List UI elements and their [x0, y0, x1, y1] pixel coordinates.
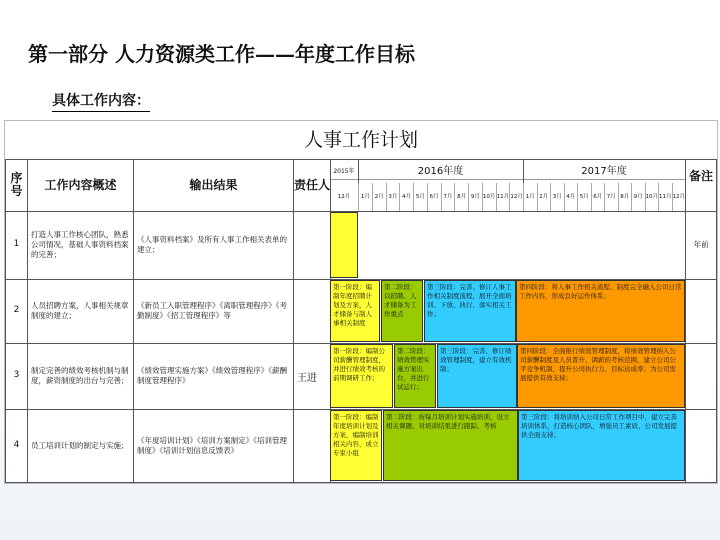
- month-cell: 12月: [672, 183, 686, 211]
- row-remark: [686, 409, 716, 482]
- row-output: 《绩效管理实施方案》《绩效管理程序》《薪酬制度管理程序》: [137, 366, 287, 385]
- hr-plan-spreadsheet: [4, 120, 718, 484]
- row-output: 《年度培训计划》《培训方案制定》《培训管理制度》《培训计划信息反馈表》: [137, 435, 287, 455]
- month-cell: 5月: [413, 183, 427, 211]
- month-cell: 8月: [618, 183, 632, 211]
- month-cell: 9月: [631, 183, 645, 211]
- slide-subtitle: 具体工作内容：: [52, 90, 150, 112]
- header-remark: 备注: [688, 168, 713, 183]
- month-cell: 1月: [523, 183, 537, 211]
- header-owner: 责任人: [294, 177, 331, 192]
- phase-bar: 第一阶段：编制年度培训计划及方案，编制培训相关内容，成立专家小组: [330, 410, 382, 481]
- phase-bar: 第三阶段：将培训纳入公司日常工作项目中，建立完善培训体系，打造核心团队，增强员工素质、公司发展提供全面支持；: [518, 410, 685, 481]
- slide-title: 第一部分 人力资源类工作——年度工作目标: [28, 42, 415, 66]
- sheet-title: 人事工作计划: [303, 129, 418, 151]
- month-cell: 6月: [427, 183, 441, 211]
- month-cell: 3月: [550, 183, 564, 211]
- month-cell: 12月: [509, 183, 523, 211]
- row-number: 1: [13, 239, 20, 249]
- month-cell: 2月: [372, 183, 386, 211]
- month-cell: 3月: [386, 183, 400, 211]
- phase-bar: 第四阶段：将人事工作相关流程、制度完全融入公司日常工作内容，形成良好运作体系；: [516, 280, 685, 342]
- month-2015-12: 12月: [337, 193, 351, 200]
- year-2016-label: 2016年度: [417, 166, 464, 177]
- phase-bar: 第一阶段：编制公司薪酬管理制度，并进行绩效考核的前期调研工作；: [330, 344, 393, 408]
- month-cell: 11月: [496, 183, 510, 211]
- month-cell: 7月: [441, 183, 455, 211]
- phase-bar: 第三阶段：完善、修订绩效管理制度，建立有效机制；: [437, 344, 517, 408]
- row-number: 2: [13, 305, 20, 315]
- header-content: 工作内容概述: [44, 177, 117, 192]
- header-output: 输出结果: [189, 177, 238, 192]
- month-cell: 6月: [591, 183, 605, 211]
- row-content: 人员招聘方案，人事相关规章制度的建立；: [31, 301, 129, 320]
- header-seq: 序号: [10, 171, 23, 198]
- row-content: 员工培训计划的制定与实施；: [31, 440, 129, 450]
- month-cell: 7月: [604, 183, 618, 211]
- year-2017-label: 2017年度: [581, 166, 627, 177]
- month-cell: 2月: [537, 183, 551, 211]
- owner-name: 王进: [297, 373, 317, 384]
- row-content: 制定完善的绩效考核机制与制度，薪资制度的出台与完善；: [31, 366, 129, 385]
- phase-bar: 第二阶段：绩效管理实施方案出台，并进行试运行；: [394, 344, 436, 408]
- year-2015-label: 2015年: [333, 168, 355, 175]
- row-remark: [686, 279, 716, 343]
- month-cell: 4月: [564, 183, 578, 211]
- month-cell: 1月: [358, 183, 372, 211]
- phase-bar-placeholder: [330, 212, 358, 278]
- row-remark: [686, 343, 716, 409]
- row-output: 《人事资料档案》及所有人事工作相关表单的建立；: [137, 235, 287, 254]
- row-output: 《新员工入职管理程序》《离职管理程序》《考勤制度》《招工管理程序》等: [137, 301, 287, 320]
- row-number: 4: [13, 439, 20, 450]
- month-cell: 4月: [399, 183, 413, 211]
- month-cell: 10月: [645, 183, 659, 211]
- row-remark: 年前: [693, 240, 709, 249]
- phase-bar: 第二阶段：按每月培训计划实施培训，设立相关课题、对培训结果进行跟踪、考核: [383, 410, 518, 481]
- month-cell: 11月: [658, 183, 672, 211]
- month-cell: 10月: [482, 183, 496, 211]
- month-cell: 5月: [577, 183, 591, 211]
- phase-bar: 第三阶段：完善、修订人事工作相关制度流程，展开全面培训、下放、执行、落实相关工作；: [424, 280, 516, 342]
- phase-bar: 第四阶段：全面推行绩效管理制度，将绩效管理纳入公司薪酬制度及人员晋升、调薪的考核范围，建立公司公平竞争机制，提升公司执行力、目标达成率；为公司发展提供有效支持；: [517, 344, 685, 408]
- phase-bar: 第一阶段：编制年度招聘计划及方案，人才储备与制人事相关制度: [330, 280, 380, 342]
- phase-bar: 第二阶段：以招聘、人才储备为工作重点: [381, 280, 423, 342]
- month-cell: 8月: [454, 183, 468, 211]
- row-number: 3: [13, 370, 20, 380]
- row-content: 打造人事工作核心团队，熟悉公司情况，基础人事资料档案的完善；: [31, 230, 129, 259]
- month-cell: 9月: [468, 183, 482, 211]
